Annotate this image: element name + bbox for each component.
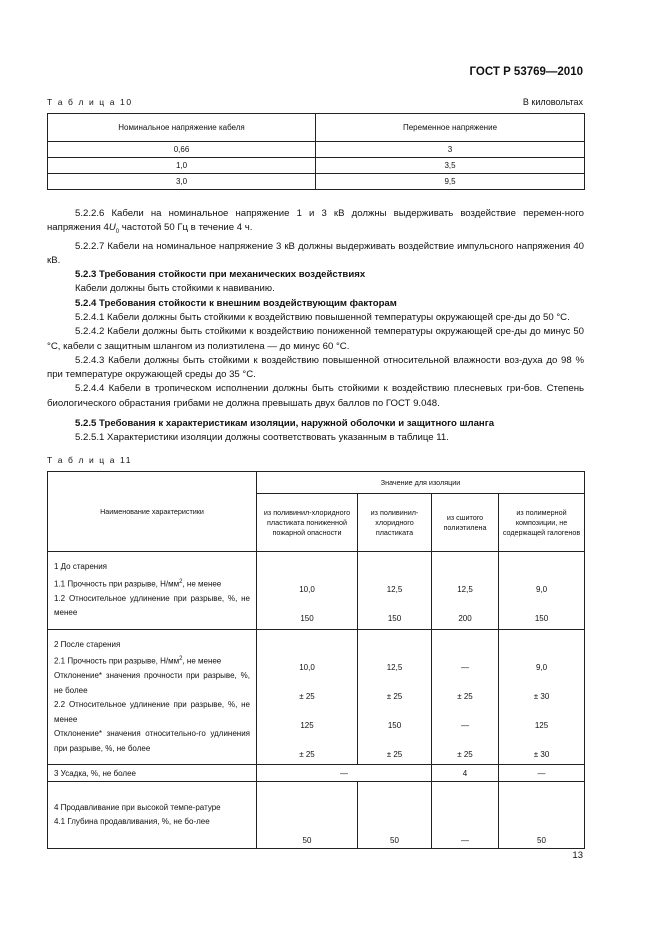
table-cell: — <box>257 765 432 782</box>
table11-col-pvc: из поливинил-хлоридного пластиката <box>358 494 432 552</box>
table11-section1-labels: 1 До старения 1.1 Прочность при разрыве, $Н/мм^2$, не менее 1.2 Относительное удлинение при разрыве, %, не менее <box>48 552 257 630</box>
table11-section2-labels: 2 После старения 2.1 Прочность при разрыве, $Н/мм^2$, не менее Отклонение* значения прочности при разрыве, %, не более 2.2 Относительное удлинение при разрыве, %, не менее Отклонение* значения относительно-го удлинения при разрыве, %, не более <box>48 630 257 765</box>
heading-524: 5.2.4 Требования стойкости к внешним воздействующим факторам <box>75 297 397 309</box>
paragraph-523: Кабели должны быть стойкими к навиванию. <box>75 283 275 295</box>
standard-number: ГОСТ Р 53769—2010 <box>469 66 583 78</box>
table11 <box>47 471 585 849</box>
table-row <box>48 782 585 849</box>
table-cell: 3,5 <box>316 158 585 174</box>
heading-525: 5.2.5 Требования к характеристикам изоляции, наружной оболочки и защитного шланга <box>75 418 495 430</box>
table-cell: 10,0 ± 25 125 ± 25 <box>257 630 358 765</box>
table-cell: 50 <box>499 782 585 849</box>
table-cell: 3,0 <box>48 174 316 190</box>
table-cell: 1,0 <box>48 158 316 174</box>
paragraph-5242: 5.2.4.2 Кабели должны быть стойкими к воздействию пониженной температуры окружающей сре-ды до минус 50 °С, кабели с защитным шлангом из полиэтилена — до минус 60 °С. <box>47 326 584 352</box>
table-cell: 9,0 150 <box>499 552 585 630</box>
table10-unit: В киловольтах <box>522 97 583 107</box>
table11-caption: Т а б л и ц а 11 <box>47 455 133 465</box>
table10-col-ac: Переменное напряжение <box>316 114 585 142</box>
paragraph-5244: 5.2.4.4 Кабели в тропическом исполнении должны быть стойкими к воздействию плесневых гри-бов. Степень биологического обрастания грибами не должна превышать двух баллов по ГОСТ 9.048. <box>47 383 584 409</box>
table11-col-xlpe: из сшитого полиэтилена <box>432 494 499 552</box>
table-cell: 50 <box>358 782 432 849</box>
body-text <box>47 207 584 446</box>
table11-header-row1 <box>48 472 585 494</box>
table-cell: 4 <box>432 765 499 782</box>
table-cell: 0,66 <box>48 142 316 158</box>
page-number: 13 <box>572 850 583 861</box>
table-row <box>48 142 585 158</box>
paragraph-5251: 5.2.5.1 Характеристики изоляции должны соответствовать указанным в таблице 11. <box>75 432 449 444</box>
table-row <box>48 174 585 190</box>
table11-col-pvc-fr: из поливинил-хлоридного пластиката пониженной пожарной опасности <box>257 494 358 552</box>
table-cell: — <box>499 765 585 782</box>
paragraph-5243: 5.2.4.3 Кабели должны быть стойкими к воздействию повышенной относительной влажности воз-духа до 98 % при температуре окружающей среды до 35 °С. <box>47 354 584 381</box>
table-row <box>48 630 585 765</box>
table-row <box>48 158 585 174</box>
table10-header <box>48 114 585 142</box>
table11-section4-labels: 4 Продавливание при высокой темпе-ратуре 4.1 Глубина продавливания, %, не бо-лее <box>48 782 257 849</box>
table-cell: — <box>432 782 499 849</box>
table10-caption: Т а б л и ц а 10 <box>47 97 133 107</box>
table-cell: 12,5 150 <box>358 552 432 630</box>
paragraph-5226: 5.2.2.6 Кабели на номинальное напряжение 1 и 3 кВ должны выдерживать воздействие перемен-ного напряжения $4U_0$ частотой 50 Гц в течение 4 ч. <box>47 208 584 236</box>
table11-col-hf: из полимерной композиции, не содержащей галогенов <box>499 494 585 552</box>
table11-col-group: Значение для изоляции <box>257 472 585 494</box>
table-cell: 9,0 ± 30 125 ± 30 <box>499 630 585 765</box>
table-cell: 9,5 <box>316 174 585 190</box>
table-cell: — ± 25 — ± 25 <box>432 630 499 765</box>
table-row <box>48 552 585 630</box>
table10 <box>47 113 585 190</box>
table-cell: 3 <box>316 142 585 158</box>
paragraph-5241: 5.2.4.1 Кабели должны быть стойкими к воздействию повышенной температуры окружающей сре-ды до 50 °С. <box>75 311 570 323</box>
table11-section3-label: 3 Усадка, %, не более <box>48 765 257 782</box>
table-cell: 50 <box>257 782 358 849</box>
table-cell: 10,0 150 <box>257 552 358 630</box>
table-cell: 12,5 ± 25 150 ± 25 <box>358 630 432 765</box>
table11-col-name: Наименование характеристики <box>48 472 257 552</box>
table-row <box>48 765 585 782</box>
paragraph-5227: 5.2.2.7 Кабели на номинальное напряжение 3 кВ должны выдерживать воздействие импульсного напряжения 40 кВ. <box>47 240 584 266</box>
heading-523: 5.2.3 Требования стойкости при механических воздействиях <box>75 269 366 281</box>
table-cell: 12,5 200 <box>432 552 499 630</box>
table10-col-voltage: Номинальное напряжение кабеля <box>48 114 316 142</box>
